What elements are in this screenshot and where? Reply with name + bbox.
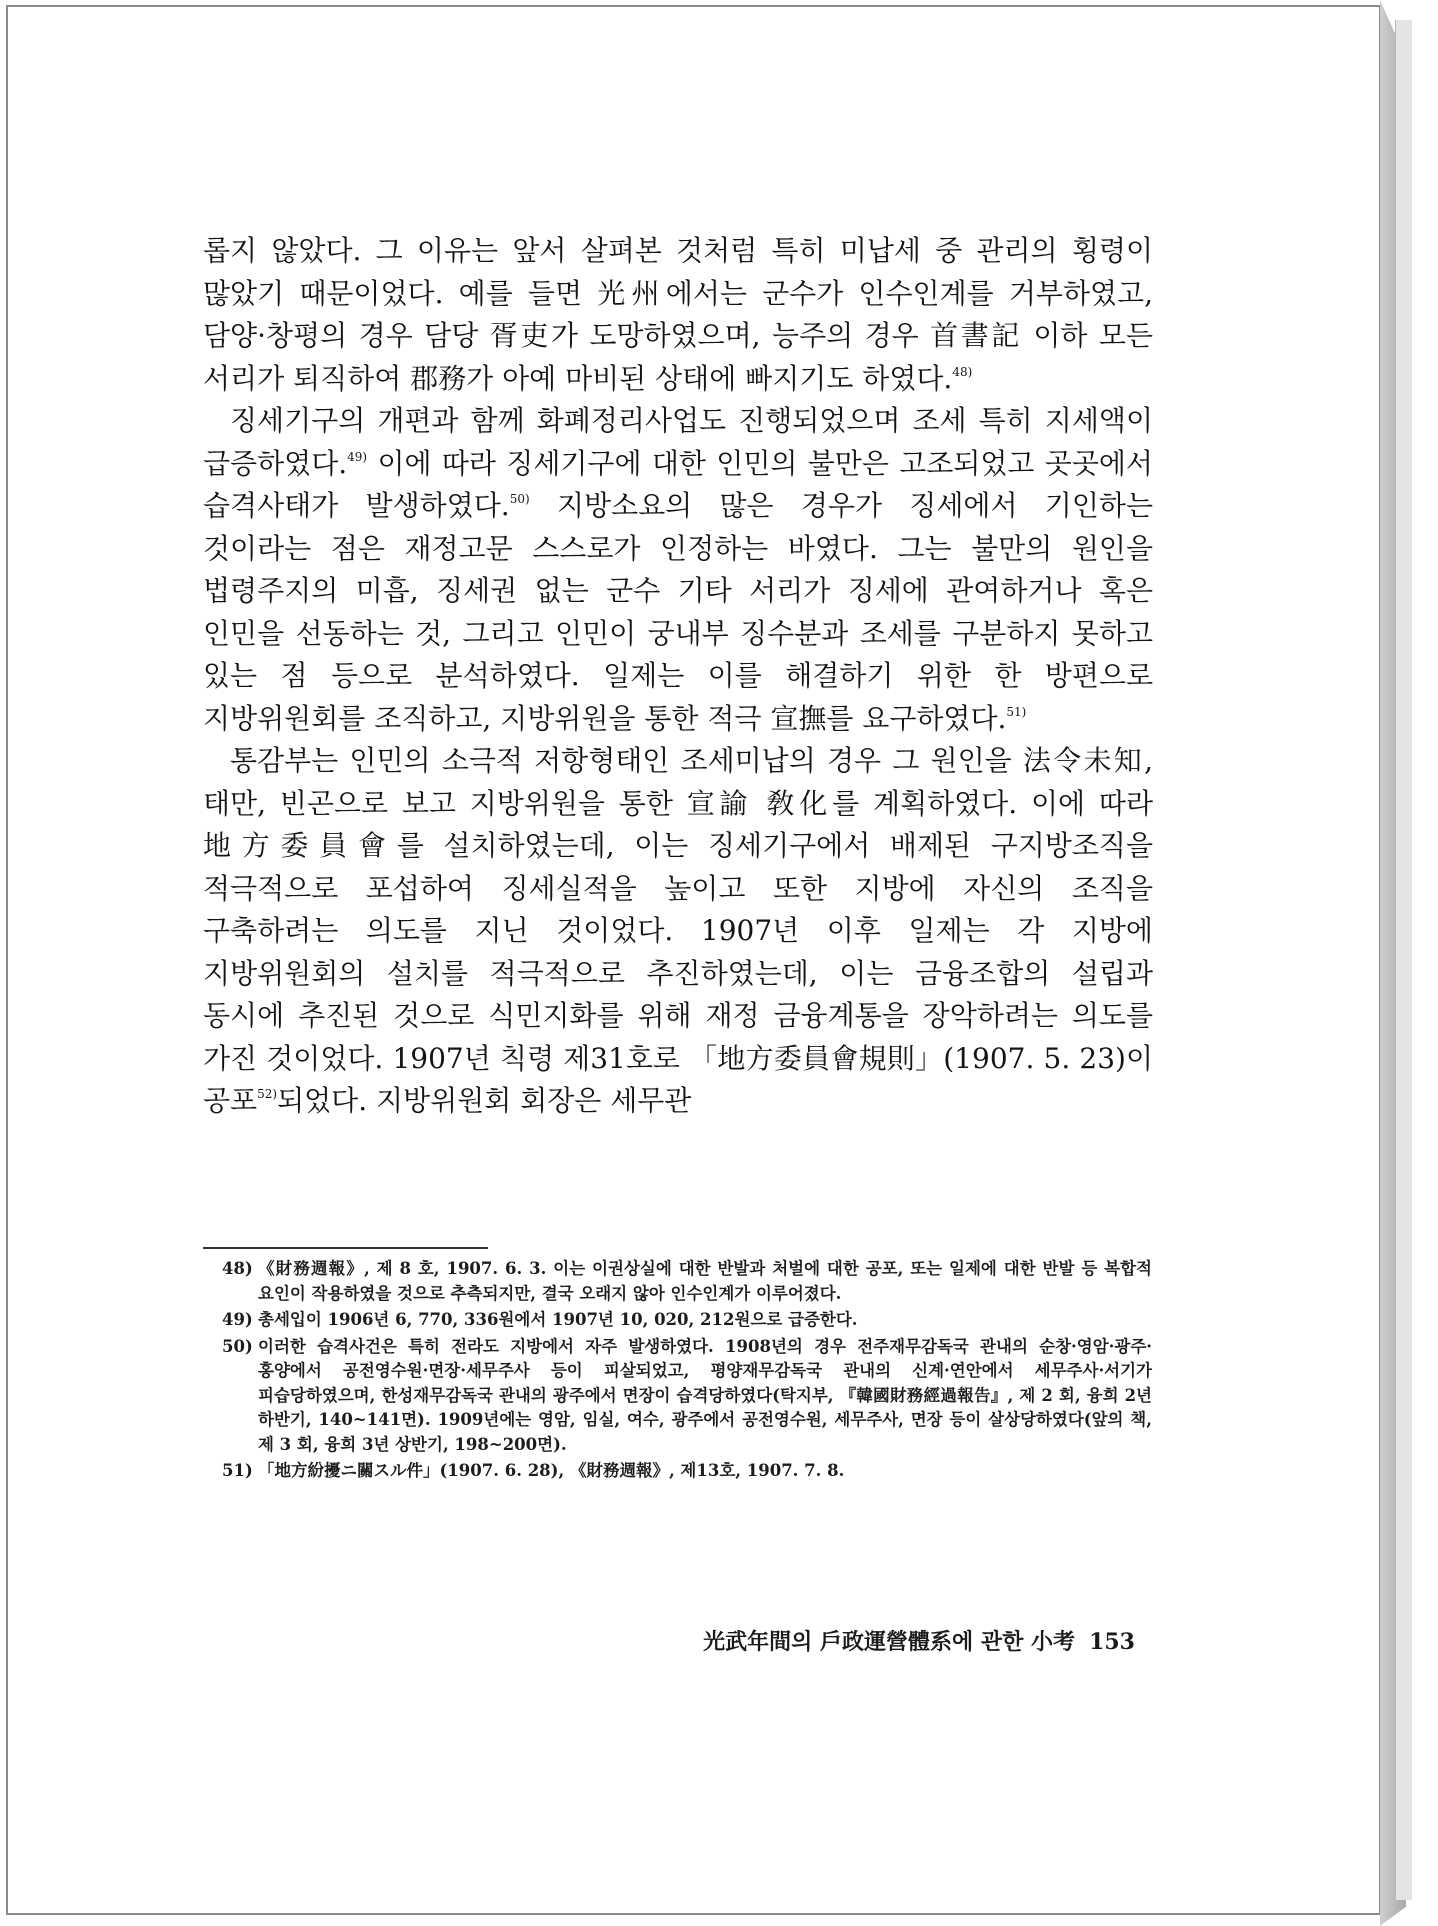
- footnote-text: 이러한 습격사건은 특히 전라도 지방에서 자주 발생하였다. 1908년의 경우 전주재무감독국 관내의 순창·영암·광주·홍양에서 공전영수원·면장·세무주사 등이 피살되었고, 평양재무감독국 관내의 신계·연안에서 세무주사·서기가 피습당하였으며, 한성재무감독국 관내의 광주에서 면장이 습격당하였다(탁지부, 『韓國財務經過報告』, 제 2 회, 융희 2년 하반기, 140~141면). 1909년에는 영암, 임실, 여수, 광주에서 공전영수원, 세무주사, 면장 등이 살상당하였다(앞의 책, 제 3 회, 융희 3년 상반기, 198~200면).: [258, 1336, 1152, 1454]
- footnote-number: 51): [222, 1461, 253, 1480]
- footnote-text: 「地方紛擾ニ關スル件」(1907. 6. 28), 《財務週報》, 제13호, 1907. 7. 8.: [258, 1461, 845, 1480]
- paragraph-3-text-b: 되었다. 지방위원회 회장은 세무관: [277, 1084, 692, 1117]
- note-ref-48: 48): [952, 364, 973, 379]
- footnote-number: 50): [222, 1336, 253, 1356]
- footnote-number: 48): [222, 1259, 253, 1278]
- paragraph-2-text-b: 이에 따라 징세기구에 대한 인민의 불만은 고조되었고 곳곳에서 습격사태가 발생하였다.: [203, 446, 1153, 522]
- footnote-50: [222, 1335, 1152, 1458]
- footnote-49: [222, 1308, 1152, 1333]
- note-ref-50: 50): [509, 492, 530, 506]
- note-ref-52: 52): [257, 1087, 278, 1101]
- footnote-divider: [203, 1247, 488, 1249]
- paragraph-3: [203, 740, 1153, 1123]
- footnote-text: 《財務週報》, 제 8 호, 1907. 6. 3. 이는 이권상실에 대한 반발과 처벌에 대한 공포, 또는 일제에 대한 반발 등 복합적 요인이 작용하였을 것으로 추측되지만, 결국 오래지 않아 인수인계가 이루어졌다.: [258, 1259, 1152, 1303]
- paragraph-1-text: 롭지 않았다. 그 이유는 앞서 살펴본 것처럼 특히 미납세 중 관리의 횡령이 많았기 때문이었다. 예를 들면 光州에서는 군수가 인수인계를 거부하였고, 담양·창평의 경우 담당 胥吏가 도망하였으며, 능주의 경우 首書記 이하 모든 서리가 퇴직하여 郡務가 아예 마비된 상태에 빠지기도 하였다.: [203, 234, 1153, 395]
- paragraph-2-text-a: 징세기구의 개편과 함께 화폐정리사업도 진행되었으며 조세 특히 지세액이 급증하였다.: [203, 404, 1153, 480]
- note-ref-49: 49): [347, 449, 368, 464]
- paragraph-2-text-c: 지방소요의 많은 경우가 징세에서 기인하는 것이라는 점은 재정고문 스스로가 인정하는 바였다. 그는 불만의 원인을 법령주지의 미흡, 징세권 없는 군수 기타 서리가 징세에 관여하거나 혹은 인민을 선동하는 것, 그리고 인민이 궁내부 징수분과 조세를 구분하지 못하고 있는 점 등으로 분석하였다. 일제는 이를 해결하기 위한 한 방편으로 지방위원회를 조직하고, 지방위원을 통한 적극 宣撫를 요구하였다.: [203, 489, 1153, 735]
- paragraph-1: [203, 230, 1153, 400]
- page-stack-inner: [1395, 20, 1412, 1900]
- running-footer: [595, 1625, 1135, 1656]
- footnotes: [222, 1257, 1152, 1486]
- note-ref-51: 51): [1006, 704, 1027, 719]
- page-number: 153: [1089, 1629, 1135, 1655]
- body-text: [203, 230, 1153, 1123]
- footnote-number: 49): [222, 1310, 253, 1329]
- paragraph-2: [203, 400, 1153, 740]
- footnote-51: [222, 1459, 1152, 1484]
- footnote-text: 총세입이 1906년 6, 770, 336원에서 1907년 10, 020, 212원으로 급증한다.: [258, 1310, 858, 1329]
- running-title: 光武年間의 戶政運營體系에 관한 小考: [703, 1629, 1076, 1655]
- paragraph-3-text-a: 통감부는 인민의 소극적 저항형태인 조세미납의 경우 그 원인을 法令未知, 태만, 빈곤으로 보고 지방위원을 통한 宣諭 敎化를 계획하였다. 이에 따라 地方委員會를 설치하였는데, 이는 징세기구에서 배제된 구지방조직을 적극적으로 포섭하여 징세실적을 높이고 또한 지방에 자신의 조직을 구축하려는 의도를 지닌 것이었다. 1907년 이후 일제는 각 지방에 지방위원회의 설치를 적극적으로 추진하였는데, 이는 금융조합의 설립과 동시에 추진된 것으로 식민지화를 위해 재정 금융계통을 장악하려는 의도를 가진 것이었다. 1907년 칙령 제31호로 「地方委員會規則」(1907. 5. 23)이 공포: [203, 744, 1153, 1117]
- footnote-48: [222, 1257, 1152, 1306]
